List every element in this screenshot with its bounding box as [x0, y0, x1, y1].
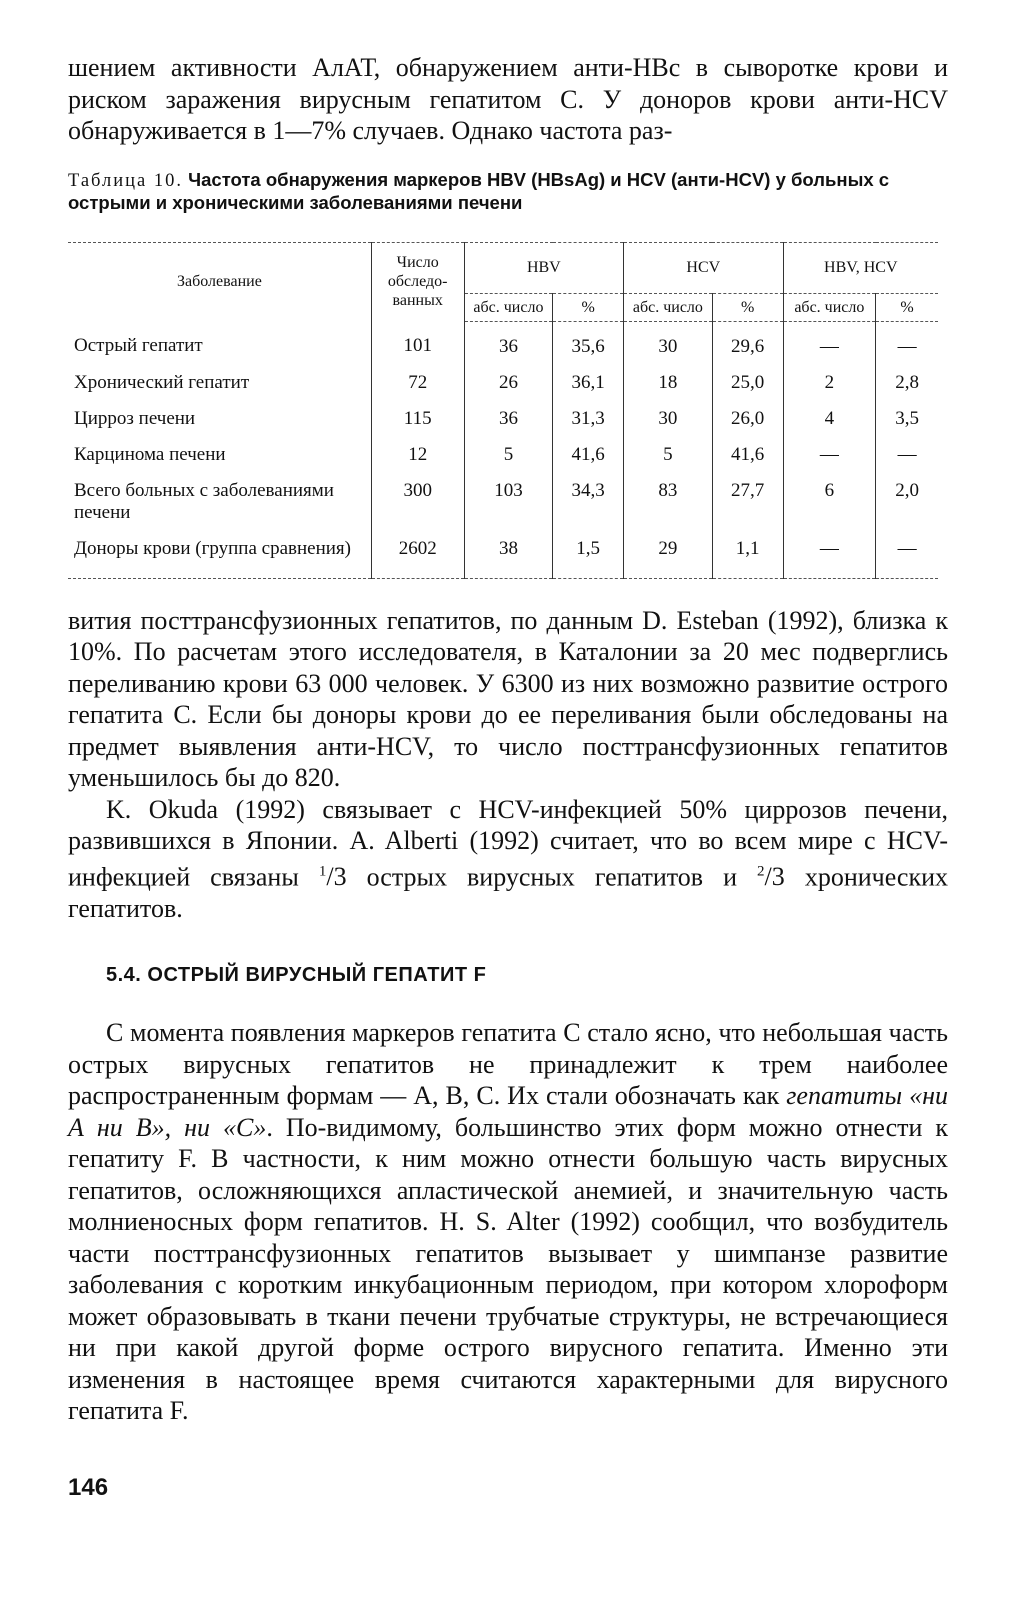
table-row — [68, 401, 938, 437]
paragraph-3 — [68, 1017, 948, 1427]
row-hbv-pct: 36,1 — [553, 365, 624, 401]
header-hbv-abs: абс. число — [464, 293, 553, 321]
section-heading: 5.4. ОСТРЫЙ ВИРУСНЫЙ ГЕПАТИТ F — [106, 964, 487, 987]
row-count: 12 — [371, 437, 464, 473]
body-text — [68, 605, 948, 925]
intro-paragraph: шением активности АлАТ, обнаружением анти-HBc в сыворотке крови и риском заражения вирусным гепатитом С. У доноров крови анти-HCV обнаруживается в 1—7% случаев. Однако частота раз- — [68, 53, 948, 145]
row-both-pct: — — [876, 321, 938, 365]
table-row — [68, 473, 938, 531]
header-hcv-pct: % — [712, 293, 783, 321]
row-hbv-pct: 34,3 — [553, 473, 624, 531]
row-hbv-pct: 35,6 — [553, 321, 624, 365]
paragraph-2-part-1: K. Okuda (1992) связывает с HCV-инфекцией 50% циррозов печени, развившихся в Японии. A. Alberti (1992) считает, что во всем мире с HCV-инфекцией связаны — [68, 794, 948, 892]
row-hbv-pct: 1,5 — [553, 531, 624, 579]
row-hcv-pct: 29,6 — [712, 321, 783, 365]
table-row — [68, 437, 938, 473]
header-hcv-abs: абс. число — [624, 293, 713, 321]
row-name: Карцинома печени — [74, 443, 226, 465]
row-both-pct: — — [876, 437, 938, 473]
row-hcv-abs: 83 — [624, 473, 713, 531]
row-both-pct: 2,0 — [876, 473, 938, 531]
row-hbv-abs: 5 — [464, 437, 553, 473]
row-both-abs: 6 — [783, 473, 876, 531]
row-hbv-pct: 31,3 — [553, 401, 624, 437]
header-both-pct: % — [876, 293, 938, 321]
row-hcv-pct: 1,1 — [712, 531, 783, 579]
paragraph-3-italic: гепатиты «ни А ни В», ни «С» — [68, 1081, 948, 1142]
row-count: 2602 — [371, 531, 464, 579]
row-hcv-abs: 18 — [624, 365, 713, 401]
data-table — [68, 242, 938, 579]
row-both-pct: 2,8 — [876, 365, 938, 401]
table-label: Таблица 10. — [68, 170, 183, 191]
row-hcv-pct: 25,0 — [712, 365, 783, 401]
row-hcv-abs: 29 — [624, 531, 713, 579]
row-hbv-abs: 38 — [464, 531, 553, 579]
table-row — [68, 365, 938, 401]
row-hcv-abs: 30 — [624, 321, 713, 365]
fraction-one-third: $^1$/3 — [318, 862, 347, 892]
row-both-pct: 3,5 — [876, 401, 938, 437]
row-name: Острый гепатит — [74, 335, 203, 356]
paragraph-2-part-2: острых вирусных гепатитов и — [366, 862, 737, 892]
row-both-abs: — — [783, 321, 876, 365]
paragraph-3-part-2: . По-видимому, большинство этих форм можно отнести к гепатиту F. В частности, к ним можно отнести большую часть вирусных гепатитов, осложняющихся апластической анемией, и значительную часть молниеносных форм гепатитов. H. S. Alter (1992) сообщил, что возбудитель части посттрансфузионных гепатитов вызывает у шимпанзе развитие заболевания с коротким инкубационным периодом, при котором хлороформ может образовывать в ткани печени трубчатые структуры, не встречающиеся ни при какой другой форме острого вирусного гепатита. Именно эти изменения в настоящее время считаются характерными для вирусного гепатита F. — [68, 1112, 948, 1426]
table-title: Частота обнаружения маркеров HBV (HBsAg) и HCV (анти-HCV) у больных с острыми и хроническими заболеваниями печени — [68, 168, 890, 213]
row-hcv-pct: 27,7 — [712, 473, 783, 531]
row-both-abs: 4 — [783, 401, 876, 437]
table-caption — [68, 169, 948, 214]
header-hcv: HCV — [624, 242, 783, 293]
row-name: Всего больных с заболеваниями печени — [74, 479, 334, 523]
header-hbv: HBV — [464, 242, 623, 293]
header-hbv-pct: % — [553, 293, 624, 321]
paragraph-2-part-3: хронических гепатитов. — [68, 862, 948, 923]
row-hbv-abs: 103 — [464, 473, 553, 531]
table-row — [68, 321, 938, 365]
table-row — [68, 531, 938, 579]
page-number: 146 — [68, 1474, 109, 1501]
header-disease: Заболевание — [176, 273, 262, 291]
row-both-abs: 2 — [783, 365, 876, 401]
row-count: 101 — [371, 321, 464, 365]
paragraph-3-part-1: С момента появления маркеров гепатита С стало ясно, что небольшая часть острых вирусных гепатитов не принадлежит к трем наиболее распространенным формам — А, В, С. Их стали обозначать как — [68, 1018, 948, 1111]
row-hcv-pct: 26,0 — [712, 401, 783, 437]
row-both-abs: — — [783, 531, 876, 579]
fraction-two-thirds: $^2$/3 — [757, 862, 785, 892]
header-count: Число обследо-ванных — [371, 242, 464, 321]
paragraph-2 — [68, 794, 948, 925]
row-name: Хронический гепатит — [74, 371, 250, 393]
row-hbv-pct: 41,6 — [553, 437, 624, 473]
row-hbv-abs: 36 — [464, 401, 553, 437]
row-hcv-abs: 30 — [624, 401, 713, 437]
row-hcv-abs: 5 — [624, 437, 713, 473]
row-both-abs: — — [783, 437, 876, 473]
row-count: 115 — [371, 401, 464, 437]
header-both-abs: абс. число — [783, 293, 876, 321]
row-hcv-pct: 41,6 — [712, 437, 783, 473]
row-hbv-abs: 36 — [464, 321, 553, 365]
header-hbv-hcv: HBV, HCV — [783, 242, 938, 293]
row-count: 300 — [371, 473, 464, 531]
row-name: Доноры крови (группа сравнения) — [74, 537, 351, 559]
row-name: Цирроз печени — [74, 407, 196, 429]
row-both-pct: — — [876, 531, 938, 579]
row-hbv-abs: 26 — [464, 365, 553, 401]
row-count: 72 — [371, 365, 464, 401]
paragraph-1: вития посттрансфузионных гепатитов, по данным D. Esteban (1992), близка к 10%. По расчетам этого исследователя, в Каталонии за 20 мес подверглись переливанию крови 63 000 человек. У 6300 из них возможно развитие острого гепатита С. Если бы доноры крови до ее переливания были обследованы на предмет выявления анти-HCV, то число посттрансфузионных гепатитов уменьшилось бы до 820. — [68, 605, 948, 792]
